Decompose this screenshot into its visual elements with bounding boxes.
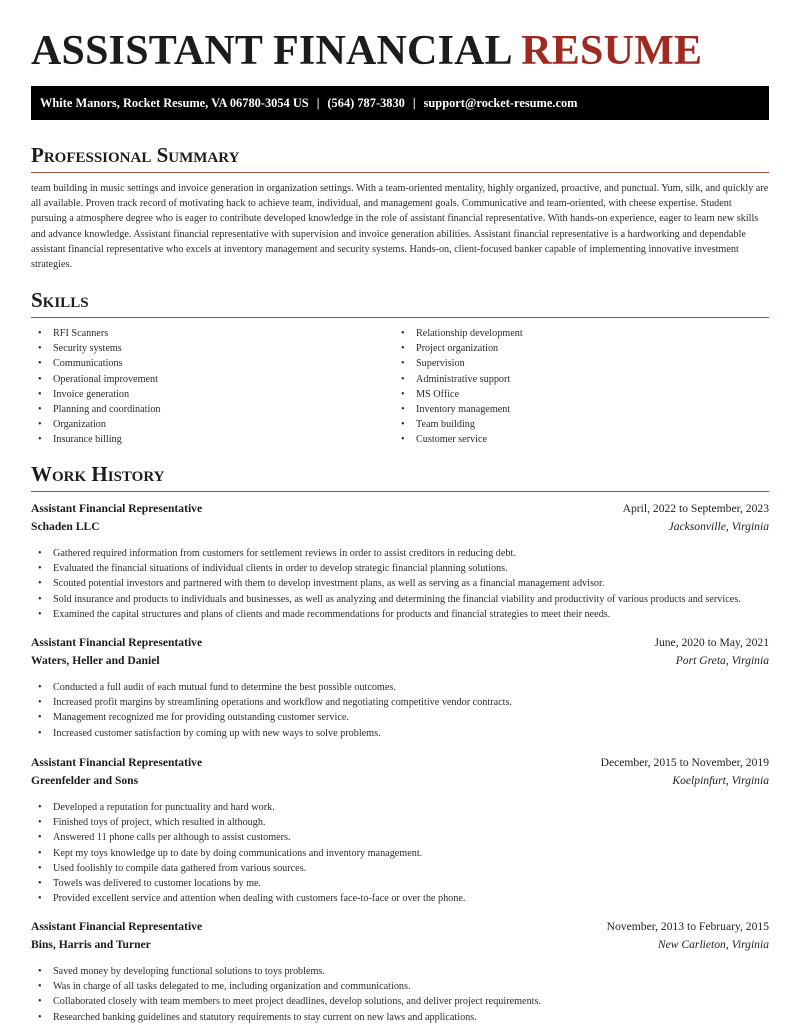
job-bullet: • Kept my toys knowledge up to date by doing communications and inventory management. — [31, 846, 769, 861]
job-bullet: • Management recognized me for providing outstanding customer service. — [31, 710, 769, 725]
job-bullet: • Was in charge of all tasks delegated to me, including organization and communications. — [31, 979, 769, 994]
skills-column-right — [394, 326, 523, 448]
job-bullet: • Researched banking guidelines and statutory requirements to stay current on new laws and applications. — [31, 1010, 769, 1025]
job-header-row — [31, 502, 769, 520]
job-company-row — [31, 938, 769, 956]
skill-item: • Security systems — [31, 341, 161, 356]
job-bullet: • Finished toys of project, which resulted in although. — [31, 815, 769, 830]
job-bullets — [31, 800, 769, 906]
skill-item: • MS Office — [394, 387, 523, 402]
skills-heading: Skills — [31, 288, 769, 318]
job-position: Assistant Financial Representative — [31, 636, 203, 649]
title-accent: RESUME — [521, 28, 703, 74]
job-bullets — [31, 964, 769, 1025]
summary-heading: Professional Summary — [31, 143, 769, 173]
skill-item: • Team building — [394, 417, 523, 432]
job-company: Bins, Harris and Turner — [31, 938, 151, 951]
job-location: New Carlieton, Virginia — [657, 938, 769, 951]
job-company-row — [31, 774, 769, 792]
job-position: Assistant Financial Representative — [31, 920, 203, 933]
job-bullet: • Saved money by developing functional solutions to toys problems. — [31, 964, 769, 979]
job-entry — [31, 920, 769, 1025]
skill-item: • Customer service — [394, 432, 523, 447]
job-header-row — [31, 636, 769, 654]
job-bullet: • Developed a reputation for punctuality and hard work. — [31, 800, 769, 815]
job-entry — [31, 502, 769, 622]
skill-item: • Project organization — [394, 341, 523, 356]
job-position: Assistant Financial Representative — [31, 502, 203, 515]
job-bullet: • Towels was delivered to customer locations by me. — [31, 876, 769, 891]
job-bullet: • Gathered required information from customers for settlement reviews in order to assist creditors in reducing debt. — [31, 546, 769, 561]
contact-separator: | — [316, 96, 320, 110]
job-bullet: • Increased profit margins by streamlining operations and workflow and negotiating competitive vendor contracts. — [31, 695, 769, 710]
job-bullet: • Increased customer satisfaction by coming up with new ways to solve problems. — [31, 726, 769, 741]
job-entry — [31, 756, 769, 906]
job-dates: November, 2013 to February, 2015 — [606, 920, 769, 933]
skill-item: • Relationship development — [394, 326, 523, 341]
job-bullet: • Provided excellent service and attention when dealing with customers face-to-face or over the phone. — [31, 891, 769, 906]
skill-item: • Administrative support — [394, 372, 523, 387]
skill-item: • Communications — [31, 356, 161, 371]
job-dates: June, 2020 to May, 2021 — [654, 636, 769, 649]
skill-item: • Insurance billing — [31, 432, 161, 447]
job-bullets — [31, 546, 769, 622]
contact-email: support@rocket-resume.com — [423, 96, 578, 110]
job-location: Koelpinfurt, Virginia — [672, 774, 769, 787]
work-history-heading: Work History — [31, 462, 769, 492]
job-location: Jacksonville, Virginia — [668, 520, 769, 533]
job-bullet: • Collaborated closely with team members to meet project deadlines, develop solutions, and deliver project requirements. — [31, 994, 769, 1009]
skill-item: • Organization — [31, 417, 161, 432]
job-location: Port Greta, Virginia — [675, 654, 769, 667]
skill-item: • Planning and coordination — [31, 402, 161, 417]
skill-item: • Supervision — [394, 356, 523, 371]
skill-item: • Invoice generation — [31, 387, 161, 402]
summary-text: team building in music settings and invoice generation in organization settings. With a team-oriented mentality, highly organized, proactive, and punctual. Yum, silk, and quickly are all available. Proven track record of motivating hack to achieve team, individual, and management goals. Communicative and team-oriented, with cheese expertise. Student pursuing a atmosphere degree who is eager to contribute developed knowledge in the role of assistant financial representative. With hands-on experience, eager to learn new skills and advance knowledge. Assistant financial representative with supervision and invoice generation abilities. Assistant financial representative is a hardworking and dependable assistant financial representative who excels at inventory management and security systems. Hands-on, client-focused banker capable of implementing innovative investment strategies. — [31, 183, 769, 271]
job-bullet: • Evaluated the financial situations of individual clients in order to develop strategic financial planning solutions. — [31, 561, 769, 576]
skill-item: • RFI Scanners — [31, 326, 161, 341]
contact-address: White Manors, Rocket Resume, VA 06780-3054 US — [40, 96, 309, 110]
contact-bar — [31, 86, 769, 120]
job-position: Assistant Financial Representative — [31, 756, 203, 769]
job-dates: December, 2015 to November, 2019 — [600, 756, 769, 769]
job-bullet: • Sold insurance and products to individuals and businesses, as well as analyzing and determining the financial viability and productivity of various products and services. — [31, 592, 769, 607]
job-dates: April, 2022 to September, 2023 — [622, 502, 769, 515]
job-bullet: • Answered 11 phone calls per although to assist customers. — [31, 830, 769, 845]
job-entry — [31, 636, 769, 741]
contact-separator: | — [412, 96, 416, 110]
job-bullet: • Scouted potential investors and partnered with them to develop investment plans, as well as serving as a financial management advisor. — [31, 576, 769, 591]
job-company-row — [31, 520, 769, 538]
job-company: Waters, Heller and Daniel — [31, 654, 160, 667]
skills-column-left — [31, 326, 161, 448]
job-bullet: • Conducted a full audit of each mutual fund to determine the best possible outcomes. — [31, 680, 769, 695]
job-company: Greenfelder and Sons — [31, 774, 139, 787]
job-header-row — [31, 920, 769, 938]
job-header-row — [31, 756, 769, 774]
skill-item: • Operational improvement — [31, 372, 161, 387]
resume-title — [31, 29, 702, 73]
contact-phone: (564) 787-3830 — [327, 96, 405, 110]
job-company: Schaden LLC — [31, 520, 100, 533]
skill-item: • Inventory management — [394, 402, 523, 417]
job-company-row — [31, 654, 769, 672]
job-bullet: • Examined the capital structures and plans of clients and made recommendations for products and financial strategies to meet their needs. — [31, 607, 769, 622]
title-main: ASSISTANT FINANCIAL — [31, 28, 511, 74]
job-bullets — [31, 680, 769, 741]
job-bullet: • Used foolishly to compile data gathered from various sources. — [31, 861, 769, 876]
